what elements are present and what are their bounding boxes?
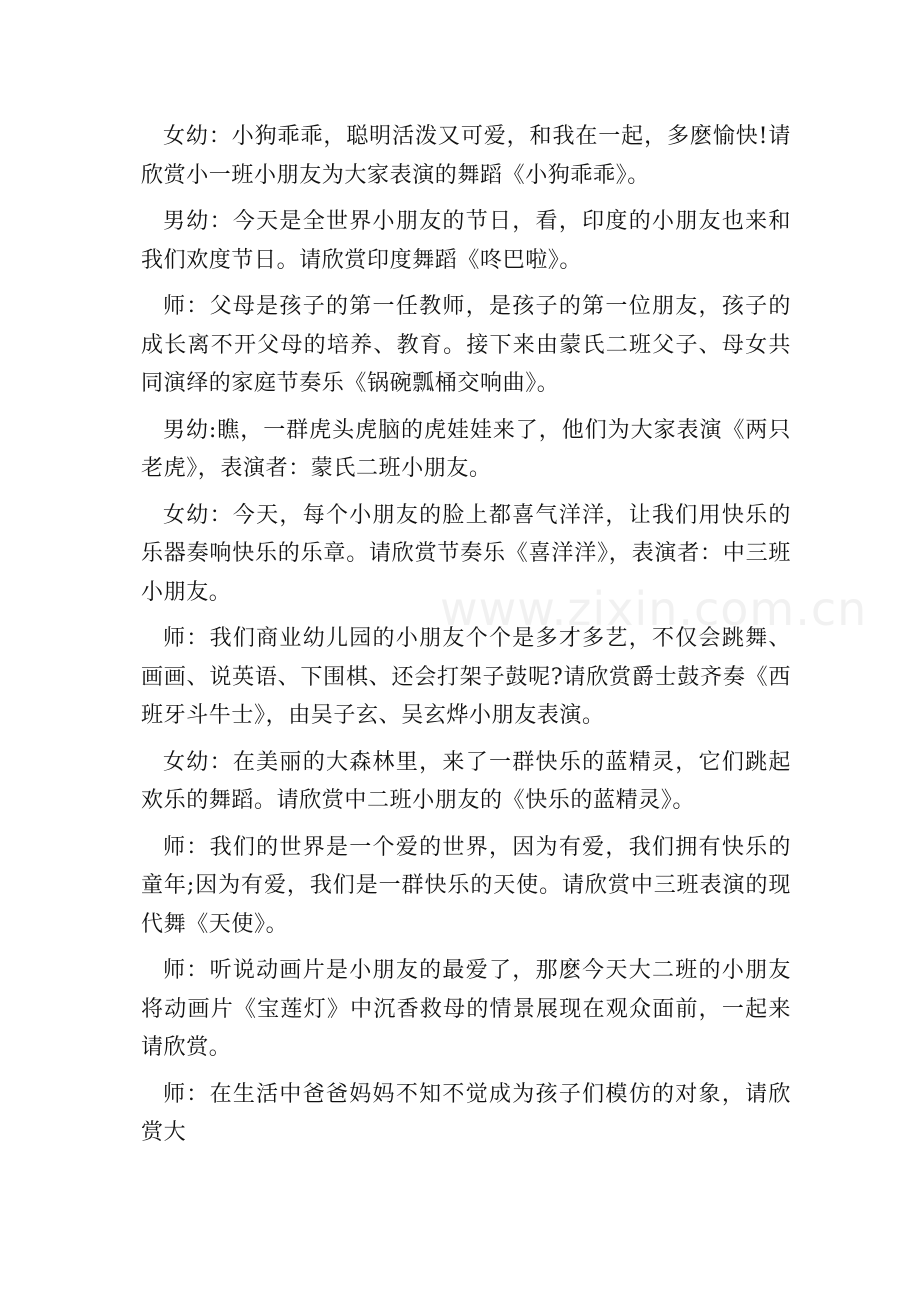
watermark: www.zixin.com.cn xyxy=(440,582,868,636)
document-body xyxy=(141,118,791,1161)
paragraph-4: 男幼:瞧，一群虎头虎脑的虎娃娃来了，他们为大家表演《两只老虎》，表演者：蒙氏二班小朋友。 xyxy=(141,417,791,481)
paragraph-7: 女幼：在美丽的大森林里，来了一群快乐的蓝精灵，它们跳起欢乐的舞蹈。请欣赏中二班小朋友的《快乐的蓝精灵》。 xyxy=(141,749,791,813)
paragraph-9: 师：听说动画片是小朋友的最爱了，那麽今天大二班的小朋友将动画片《宝莲灯》中沉香救母的情景展现在观众面前，一起来请欣赏。 xyxy=(141,958,791,1060)
paragraph-2: 男幼：今天是全世界小朋友的节日，看，印度的小朋友也来和我们欢度节日。请欣赏印度舞蹈《咚巴啦》。 xyxy=(141,209,791,273)
paragraph-3: 师：父母是孩子的第一任教师，是孩子的第一位朋友，孩子的成长离不开父母的培养、教育。接下来由蒙氏二班父子、母女共同演绎的家庭节奏乐《锅碗瓢桶交响曲》。 xyxy=(141,294,791,396)
paragraph-6: 师：我们商业幼儿园的小朋友个个是多才多艺，不仅会跳舞、画画、说英语、下围棋、还会打架子鼓呢?请欣赏爵士鼓齐奏《西班牙斗牛士》，由吴子玄、吴玄烨小朋友表演。 xyxy=(141,626,791,728)
paragraph-8: 师：我们的世界是一个爱的世界，因为有爱，我们拥有快乐的童年;因为有爱，我们是一群快乐的天使。请欣赏中三班表演的现代舞《天使》。 xyxy=(141,834,791,937)
paragraph-10: 师：在生活中爸爸妈妈不知不觉成为孩子们模仿的对象，请欣赏大 xyxy=(141,1081,791,1145)
paragraph-1: 女幼：小狗乖乖，聪明活泼又可爱，和我在一起，多麽愉快!请欣赏小一班小朋友为大家表演的舞蹈《小狗乖乖》。 xyxy=(141,124,791,188)
paragraph-5: 女幼：今天，每个小朋友的脸上都喜气洋洋，让我们用快乐的乐器奏响快乐的乐章。请欣赏节奏乐《喜洋洋》，表演者：中三班小朋友。 xyxy=(141,502,791,605)
